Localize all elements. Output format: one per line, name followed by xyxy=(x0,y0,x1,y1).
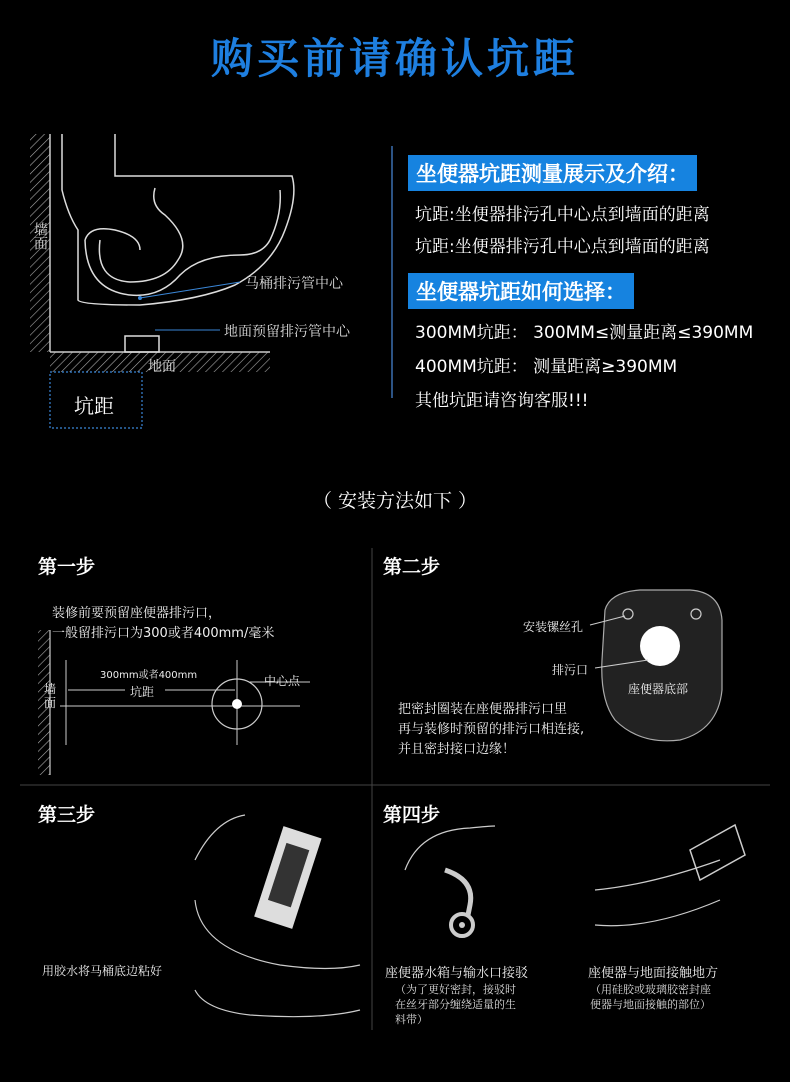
step1-center-label: 中心点 xyxy=(264,674,301,688)
desc-line-2: 坑距:坐便器排污孔中心点到墙面的距离 xyxy=(415,237,710,257)
step1-pit-label: 坑距 xyxy=(130,685,155,699)
step4-caption-1: 座便器水箱与输水口接驳 xyxy=(385,966,529,981)
desc-line-1: 坑距:坐便器排污孔中心点到墙面的距离 xyxy=(415,205,710,225)
step2-bottom-label: 座便器底部 xyxy=(628,682,689,696)
wall-label: 墙面 xyxy=(32,222,48,250)
heading-measurement: 坐便器坑距测量展示及介绍： xyxy=(408,155,697,191)
step4-title: 第四步 xyxy=(383,804,441,826)
step1-text-2: 一般留排污口为300或者400mm/毫米 xyxy=(52,626,275,641)
step4-note-1c: 料带） xyxy=(395,1013,428,1026)
step2-outlet-label: 排污口 xyxy=(552,663,589,677)
step4-note-1b: 在丝牙部分缠绕适量的生 xyxy=(395,998,516,1011)
step3-text: 用胶水将马桶底边粘好 xyxy=(42,964,163,978)
step4-note-1a: （为了更好密封，接驳时 xyxy=(395,983,516,996)
floor-label: 地面 xyxy=(148,359,176,375)
step1-wall-label: 墙面 xyxy=(44,682,57,710)
floor-pipe xyxy=(125,336,159,352)
install-heading: （ 安装方法如下 ） xyxy=(312,490,478,512)
toilet-center-label: 马桶排污管中心 xyxy=(245,276,343,292)
step3-title: 第三步 xyxy=(38,804,96,826)
step1-text-1: 装修前要预留座便器排污口， xyxy=(52,606,222,621)
step2-text-1: 把密封圈装在座便器排污口里 xyxy=(398,702,568,717)
step2-screw-label: 安装镙丝孔 xyxy=(523,620,584,634)
floor-pipe-center-label: 地面预留排污管中心 xyxy=(224,324,350,340)
step1-dim-label: 300mm或者400mm xyxy=(100,670,198,681)
page-title: 购买前请确认坑距 xyxy=(210,34,579,83)
pit-label: 坑距 xyxy=(74,394,114,418)
option-other: 其他坑距请咨询客服!!! xyxy=(415,391,589,411)
step4-caption-2: 座便器与地面接触地方 xyxy=(588,966,719,981)
center-point xyxy=(232,699,242,709)
step2-title: 第二步 xyxy=(383,556,441,578)
heading-choose: 坐便器坑距如何选择： xyxy=(408,273,634,309)
step2-text-2: 再与装修时预留的排污口相连接, xyxy=(398,722,585,737)
step4-note-2a: （用硅胶或玻璃胶密封座 xyxy=(590,983,711,996)
step4-note-2b: 便器与地面接触的部位） xyxy=(590,998,711,1011)
step1-title: 第一步 xyxy=(38,556,96,578)
caulk-gun xyxy=(690,825,745,880)
option-300mm: 300MM坑距： 300MM≤测量距离≤390MM xyxy=(415,323,754,343)
option-400mm: 400MM坑距： 测量距离≥390MM xyxy=(415,357,678,377)
step2-text-3: 并且密封接口边缘！ xyxy=(398,742,516,757)
leader-toilet xyxy=(140,282,240,298)
